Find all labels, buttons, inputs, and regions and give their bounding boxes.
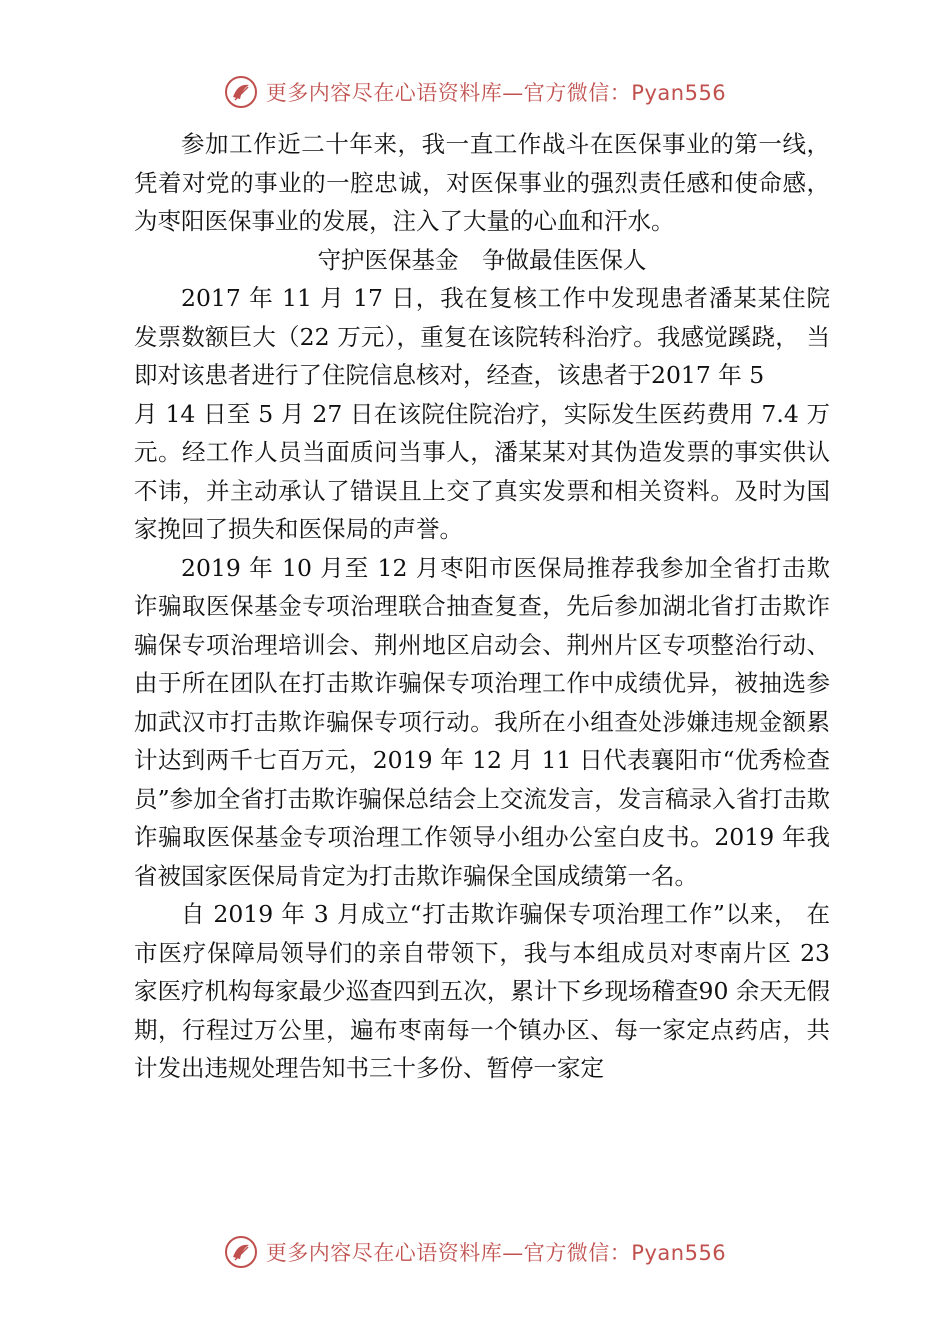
paragraph: 月 14 日至 5 月 27 日在该院住院治疗，实际发生医药费用 7.4 万元。经工作人员当面质问当事人，潘某某对其伪造发票的事实供认不讳，并主动承认了错误且上交了真实发票和相关资料。及时为国家挽回了损失和医保局的声誉。 xyxy=(134,399,830,543)
logo-icon xyxy=(224,1235,258,1269)
logo-icon xyxy=(224,75,258,109)
watermark-footer xyxy=(0,1232,950,1272)
watermark-text: 更多内容尽在心语资料库—官方微信：Pyan556 xyxy=(265,81,727,105)
document-body xyxy=(134,125,830,1088)
section-heading: 守护医保基金 争做最佳医保人 xyxy=(317,245,647,274)
paragraph: 自 2019 年 3 月成立“打击欺诈骗保专项治理工作”以来， 在市医疗保障局领导们的亲自带领下，我与本组成员对枣南片区 23 家医疗机构每家最少巡查四到五次，累计下乡现场稽查90 余天无假期，行程过万公里，遍布枣南每一个镇办区、每一家定点药店，共计发出违规处理告知书三十多份、暂停一家定 xyxy=(134,900,830,1082)
paragraph: 2017 年 11 月 17 日，我在复核工作中发现患者潘某某住院发票数额巨大（22 万元），重复在该院转科治疗。我感觉蹊跷， 当即对该患者进行了住院信息核对，经查，该患者于2017 年 5 xyxy=(134,284,830,389)
watermark-text: 更多内容尽在心语资料库—官方微信：Pyan556 xyxy=(265,1241,727,1265)
paragraph: 2019 年 10 月至 12 月枣阳市医保局推荐我参加全省打击欺诈骗取医保基金专项治理联合抽查复查，先后参加湖北省打击欺诈骗保专项治理培训会、荆州地区启动会、荆州片区专项整治行动、由于所在团队在打击欺诈骗保专项治理工作中成绩优异，被抽选参加武汉市打击欺诈骗保专项行动。我所在小组查处涉嫌违规金额累计达到两千七百万元，2019 年 12 月 11 日代表襄阳市“优秀检查员”参加全省打击欺诈骗保总结会上交流发言，发言稿录入省打击欺诈骗取医保基金专项治理工作领导小组办公室白皮书。2019 年我省被国家医保局肯定为打击欺诈骗保全国成绩第一名。 xyxy=(134,553,830,890)
watermark-header xyxy=(0,72,950,112)
paragraph-intro: 参加工作近二十年来，我一直工作战斗在医保事业的第一线，凭着对党的事业的一腔忠诚，对医保事业的强烈责任感和使命感，为枣阳医保事业的发展，注入了大量的心血和汗水。 xyxy=(134,130,830,235)
